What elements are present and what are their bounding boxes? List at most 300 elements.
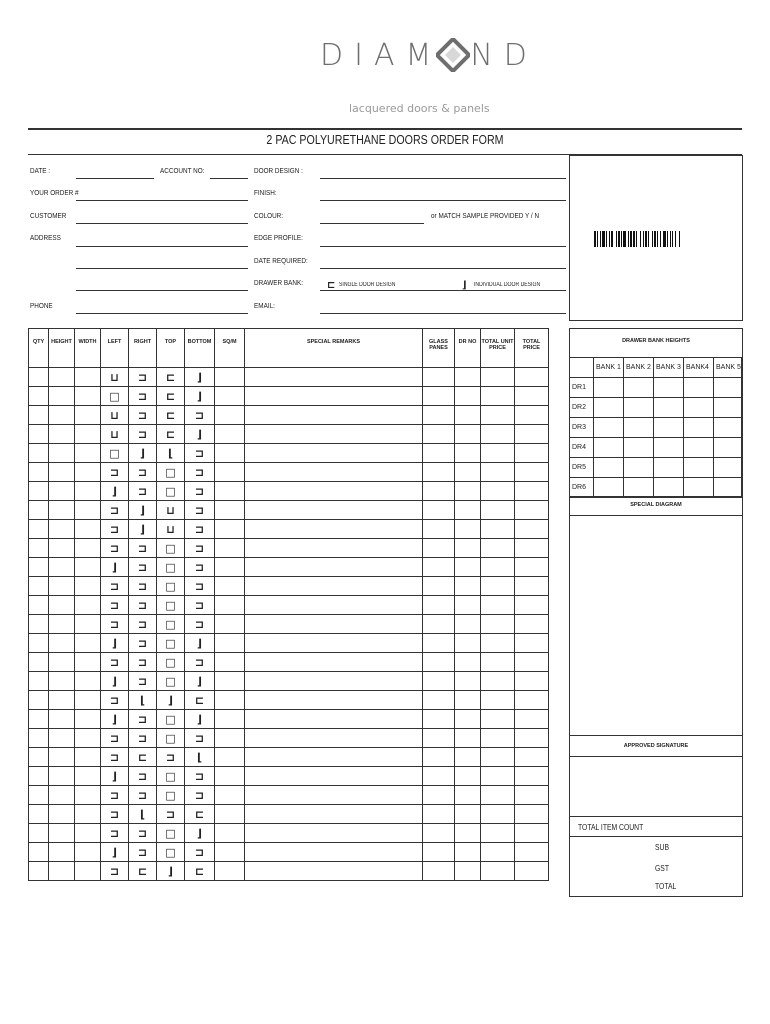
table-cell[interactable] <box>75 463 101 482</box>
edge-selector-icon[interactable]: ⌋ <box>167 864 174 878</box>
table-cell[interactable] <box>101 653 129 672</box>
table-cell[interactable] <box>49 710 75 729</box>
edge-selector-icon[interactable]: ⊐ <box>109 655 120 669</box>
table-cell[interactable] <box>423 691 455 710</box>
table-cell[interactable] <box>75 406 101 425</box>
table-cell[interactable] <box>481 653 515 672</box>
table-cell[interactable] <box>481 824 515 843</box>
bank-height-cell[interactable] <box>594 378 624 398</box>
table-cell[interactable] <box>455 482 481 501</box>
table-cell[interactable] <box>101 444 129 463</box>
table-cell[interactable] <box>29 862 49 881</box>
edge-selector-icon[interactable]: □ <box>165 579 176 593</box>
edge-selector-icon[interactable]: ⊐ <box>137 826 148 840</box>
edge-selector-icon[interactable]: ⊐ <box>194 617 205 631</box>
table-cell[interactable] <box>515 767 549 786</box>
bank-height-cell[interactable] <box>594 438 624 458</box>
table-cell[interactable] <box>455 558 481 577</box>
table-cell[interactable] <box>75 501 101 520</box>
table-cell[interactable] <box>245 558 423 577</box>
table-cell[interactable] <box>481 425 515 444</box>
table-cell[interactable] <box>215 634 245 653</box>
edge-profile-field[interactable] <box>320 246 566 247</box>
table-cell[interactable] <box>75 539 101 558</box>
edge-selector-icon[interactable]: ⊐ <box>194 845 205 859</box>
table-cell[interactable] <box>245 520 423 539</box>
table-cell[interactable] <box>101 862 129 881</box>
table-cell[interactable] <box>215 425 245 444</box>
table-cell[interactable] <box>185 634 215 653</box>
table-cell[interactable] <box>215 577 245 596</box>
table-cell[interactable] <box>455 824 481 843</box>
address-field-1[interactable] <box>76 246 248 247</box>
table-cell[interactable] <box>423 501 455 520</box>
table-cell[interactable] <box>185 387 215 406</box>
table-cell[interactable] <box>185 653 215 672</box>
table-cell[interactable] <box>185 444 215 463</box>
edge-selector-icon[interactable]: ⊏ <box>165 408 176 422</box>
edge-selector-icon[interactable]: ⊔ <box>166 522 175 536</box>
table-cell[interactable] <box>129 596 157 615</box>
table-cell[interactable] <box>423 406 455 425</box>
table-cell[interactable] <box>157 387 185 406</box>
table-cell[interactable] <box>129 387 157 406</box>
edge-selector-icon[interactable]: ⊏ <box>194 693 205 707</box>
table-cell[interactable] <box>157 634 185 653</box>
table-cell[interactable] <box>515 425 549 444</box>
table-cell[interactable] <box>185 596 215 615</box>
table-cell[interactable] <box>157 672 185 691</box>
table-cell[interactable] <box>481 387 515 406</box>
edge-selector-icon[interactable]: ⊏ <box>165 389 176 403</box>
table-cell[interactable] <box>29 520 49 539</box>
table-cell[interactable] <box>481 520 515 539</box>
table-cell[interactable] <box>515 387 549 406</box>
edge-selector-icon[interactable]: ⌊ <box>139 807 146 821</box>
table-cell[interactable] <box>481 596 515 615</box>
table-cell[interactable] <box>75 691 101 710</box>
door-design-field[interactable] <box>320 178 566 179</box>
edge-selector-icon[interactable]: ⌋ <box>196 674 203 688</box>
table-cell[interactable] <box>101 748 129 767</box>
edge-selector-icon[interactable]: ⊐ <box>137 579 148 593</box>
table-cell[interactable] <box>423 653 455 672</box>
table-cell[interactable] <box>481 444 515 463</box>
bank-height-cell[interactable] <box>714 398 742 418</box>
edge-selector-icon[interactable]: □ <box>165 674 176 688</box>
table-cell[interactable] <box>129 463 157 482</box>
table-cell[interactable] <box>215 672 245 691</box>
edge-selector-icon[interactable]: ⊐ <box>137 541 148 555</box>
approved-signature-area[interactable] <box>570 757 742 815</box>
bank-height-cell[interactable] <box>714 478 742 498</box>
edge-selector-icon[interactable]: ⌋ <box>196 712 203 726</box>
table-cell[interactable] <box>75 387 101 406</box>
table-cell[interactable] <box>515 729 549 748</box>
table-cell[interactable] <box>75 862 101 881</box>
table-cell[interactable] <box>245 539 423 558</box>
table-cell[interactable] <box>157 710 185 729</box>
table-cell[interactable] <box>129 482 157 501</box>
table-cell[interactable] <box>129 805 157 824</box>
edge-selector-icon[interactable]: ⊐ <box>194 560 205 574</box>
table-cell[interactable] <box>49 862 75 881</box>
table-cell[interactable] <box>101 501 129 520</box>
table-cell[interactable] <box>515 862 549 881</box>
table-cell[interactable] <box>481 843 515 862</box>
table-cell[interactable] <box>245 691 423 710</box>
table-cell[interactable] <box>481 767 515 786</box>
edge-selector-icon[interactable]: ⊐ <box>194 408 205 422</box>
edge-selector-icon[interactable]: □ <box>165 560 176 574</box>
edge-selector-icon[interactable]: ⊐ <box>109 750 120 764</box>
table-cell[interactable] <box>29 387 49 406</box>
table-cell[interactable] <box>455 387 481 406</box>
bank-height-cell[interactable] <box>624 378 654 398</box>
bank-height-cell[interactable] <box>654 438 684 458</box>
table-cell[interactable] <box>49 805 75 824</box>
table-cell[interactable] <box>515 691 549 710</box>
edge-selector-icon[interactable]: □ <box>165 541 176 555</box>
email-field[interactable] <box>320 313 566 314</box>
table-cell[interactable] <box>157 444 185 463</box>
table-cell[interactable] <box>455 786 481 805</box>
table-cell[interactable] <box>29 425 49 444</box>
table-cell[interactable] <box>455 672 481 691</box>
edge-selector-icon[interactable]: ⊐ <box>137 427 148 441</box>
table-cell[interactable] <box>455 805 481 824</box>
table-cell[interactable] <box>129 824 157 843</box>
edge-selector-icon[interactable]: ⊐ <box>137 598 148 612</box>
table-cell[interactable] <box>29 482 49 501</box>
table-cell[interactable] <box>129 843 157 862</box>
table-cell[interactable] <box>29 786 49 805</box>
table-cell[interactable] <box>101 691 129 710</box>
edge-selector-icon[interactable]: ⊐ <box>109 617 120 631</box>
bank-height-cell[interactable] <box>684 398 714 418</box>
table-cell[interactable] <box>75 444 101 463</box>
table-cell[interactable] <box>49 843 75 862</box>
bank-height-cell[interactable] <box>654 378 684 398</box>
table-cell[interactable] <box>423 463 455 482</box>
table-cell[interactable] <box>29 444 49 463</box>
edge-selector-icon[interactable]: ⊐ <box>194 465 205 479</box>
edge-selector-icon[interactable]: ⌋ <box>111 712 118 726</box>
edge-selector-icon[interactable]: ⌋ <box>139 503 146 517</box>
bank-height-cell[interactable] <box>624 418 654 438</box>
table-cell[interactable] <box>245 672 423 691</box>
table-cell[interactable] <box>423 634 455 653</box>
bank-height-cell[interactable] <box>624 458 654 478</box>
table-cell[interactable] <box>101 805 129 824</box>
edge-selector-icon[interactable]: ⊐ <box>109 541 120 555</box>
table-cell[interactable] <box>29 596 49 615</box>
table-cell[interactable] <box>455 748 481 767</box>
table-cell[interactable] <box>423 710 455 729</box>
edge-selector-icon[interactable]: ⊐ <box>194 655 205 669</box>
table-cell[interactable] <box>49 482 75 501</box>
table-cell[interactable] <box>75 596 101 615</box>
table-cell[interactable] <box>215 596 245 615</box>
table-cell[interactable] <box>157 558 185 577</box>
table-cell[interactable] <box>49 463 75 482</box>
table-cell[interactable] <box>215 729 245 748</box>
table-cell[interactable] <box>101 406 129 425</box>
table-cell[interactable] <box>423 843 455 862</box>
table-cell[interactable] <box>515 843 549 862</box>
table-cell[interactable] <box>129 653 157 672</box>
table-cell[interactable] <box>129 425 157 444</box>
table-cell[interactable] <box>101 634 129 653</box>
table-cell[interactable] <box>215 824 245 843</box>
table-cell[interactable] <box>75 577 101 596</box>
bank-height-cell[interactable] <box>714 438 742 458</box>
edge-selector-icon[interactable]: ⊐ <box>194 598 205 612</box>
table-cell[interactable] <box>455 634 481 653</box>
edge-selector-icon[interactable]: ⌋ <box>111 484 118 498</box>
table-cell[interactable] <box>515 653 549 672</box>
edge-selector-icon[interactable]: ⊔ <box>166 503 175 517</box>
table-cell[interactable] <box>29 501 49 520</box>
table-cell[interactable] <box>157 482 185 501</box>
table-cell[interactable] <box>423 520 455 539</box>
table-cell[interactable] <box>423 444 455 463</box>
edge-selector-icon[interactable]: ⌊ <box>167 446 174 460</box>
table-cell[interactable] <box>29 729 49 748</box>
edge-selector-icon[interactable]: ⊐ <box>194 541 205 555</box>
table-cell[interactable] <box>481 539 515 558</box>
table-cell[interactable] <box>185 615 215 634</box>
table-cell[interactable] <box>129 672 157 691</box>
table-cell[interactable] <box>185 824 215 843</box>
table-cell[interactable] <box>49 444 75 463</box>
date-required-field[interactable] <box>320 268 566 269</box>
edge-selector-icon[interactable]: □ <box>109 446 120 460</box>
edge-selector-icon[interactable]: ⊐ <box>137 845 148 859</box>
table-cell[interactable] <box>245 748 423 767</box>
edge-selector-icon[interactable]: ⊐ <box>137 769 148 783</box>
edge-selector-icon[interactable]: ⊏ <box>137 864 148 878</box>
table-cell[interactable] <box>455 615 481 634</box>
table-cell[interactable] <box>481 748 515 767</box>
table-cell[interactable] <box>75 710 101 729</box>
edge-selector-icon[interactable]: □ <box>165 617 176 631</box>
edge-selector-icon[interactable]: ⊐ <box>137 712 148 726</box>
edge-selector-icon[interactable]: ⊐ <box>194 484 205 498</box>
bank-height-cell[interactable] <box>684 478 714 498</box>
table-cell[interactable] <box>185 672 215 691</box>
table-cell[interactable] <box>423 558 455 577</box>
table-cell[interactable] <box>515 596 549 615</box>
table-cell[interactable] <box>515 501 549 520</box>
table-cell[interactable] <box>423 767 455 786</box>
edge-selector-icon[interactable]: ⊏ <box>194 807 205 821</box>
edge-selector-icon[interactable]: ⌋ <box>196 389 203 403</box>
table-cell[interactable] <box>75 729 101 748</box>
table-cell[interactable] <box>101 463 129 482</box>
customer-field[interactable] <box>76 223 248 224</box>
edge-selector-icon[interactable]: □ <box>165 636 176 650</box>
single-door-checkbox[interactable]: ⊏ <box>327 280 336 291</box>
table-cell[interactable] <box>215 805 245 824</box>
edge-selector-icon[interactable]: ⊏ <box>165 370 176 384</box>
table-cell[interactable] <box>515 444 549 463</box>
table-cell[interactable] <box>49 558 75 577</box>
bank-height-cell[interactable] <box>684 438 714 458</box>
table-cell[interactable] <box>423 577 455 596</box>
table-cell[interactable] <box>245 482 423 501</box>
table-cell[interactable] <box>101 843 129 862</box>
table-cell[interactable] <box>515 672 549 691</box>
table-cell[interactable] <box>157 691 185 710</box>
table-cell[interactable] <box>29 748 49 767</box>
edge-selector-icon[interactable]: ⌋ <box>196 370 203 384</box>
table-cell[interactable] <box>215 368 245 387</box>
table-cell[interactable] <box>49 729 75 748</box>
table-cell[interactable] <box>481 691 515 710</box>
table-cell[interactable] <box>245 786 423 805</box>
table-cell[interactable] <box>101 729 129 748</box>
table-cell[interactable] <box>129 577 157 596</box>
table-cell[interactable] <box>455 653 481 672</box>
table-cell[interactable] <box>245 463 423 482</box>
table-cell[interactable] <box>101 767 129 786</box>
table-cell[interactable] <box>75 558 101 577</box>
table-cell[interactable] <box>75 425 101 444</box>
edge-selector-icon[interactable]: ⌋ <box>139 522 146 536</box>
table-cell[interactable] <box>29 368 49 387</box>
table-cell[interactable] <box>49 748 75 767</box>
edge-selector-icon[interactable]: ⊏ <box>194 864 205 878</box>
bank-height-cell[interactable] <box>714 418 742 438</box>
table-cell[interactable] <box>129 691 157 710</box>
table-cell[interactable] <box>455 843 481 862</box>
table-cell[interactable] <box>101 824 129 843</box>
table-cell[interactable] <box>245 596 423 615</box>
table-cell[interactable] <box>185 786 215 805</box>
edge-selector-icon[interactable]: ⊐ <box>137 731 148 745</box>
address-field-2[interactable] <box>76 268 248 269</box>
table-cell[interactable] <box>515 368 549 387</box>
table-cell[interactable] <box>245 653 423 672</box>
table-cell[interactable] <box>101 577 129 596</box>
table-cell[interactable] <box>157 596 185 615</box>
table-cell[interactable] <box>75 672 101 691</box>
edge-selector-icon[interactable]: □ <box>165 484 176 498</box>
table-cell[interactable] <box>215 691 245 710</box>
table-cell[interactable] <box>157 425 185 444</box>
table-cell[interactable] <box>481 672 515 691</box>
table-cell[interactable] <box>157 729 185 748</box>
edge-selector-icon[interactable]: ⊐ <box>194 503 205 517</box>
table-cell[interactable] <box>101 368 129 387</box>
table-cell[interactable] <box>423 615 455 634</box>
table-cell[interactable] <box>129 710 157 729</box>
table-cell[interactable] <box>157 824 185 843</box>
phone-field[interactable] <box>76 313 248 314</box>
table-cell[interactable] <box>515 786 549 805</box>
table-cell[interactable] <box>49 634 75 653</box>
edge-selector-icon[interactable]: □ <box>109 389 120 403</box>
table-cell[interactable] <box>515 463 549 482</box>
table-cell[interactable] <box>215 786 245 805</box>
table-cell[interactable] <box>215 444 245 463</box>
table-cell[interactable] <box>49 615 75 634</box>
edge-selector-icon[interactable]: ⊐ <box>194 788 205 802</box>
colour-field[interactable] <box>320 223 424 224</box>
edge-selector-icon[interactable]: ⌋ <box>167 693 174 707</box>
table-cell[interactable] <box>185 767 215 786</box>
table-cell[interactable] <box>245 406 423 425</box>
table-cell[interactable] <box>29 558 49 577</box>
table-cell[interactable] <box>29 843 49 862</box>
table-cell[interactable] <box>245 425 423 444</box>
edge-selector-icon[interactable]: ⊐ <box>137 408 148 422</box>
table-cell[interactable] <box>185 558 215 577</box>
table-cell[interactable] <box>245 710 423 729</box>
table-cell[interactable] <box>245 387 423 406</box>
table-cell[interactable] <box>129 501 157 520</box>
table-cell[interactable] <box>515 558 549 577</box>
table-cell[interactable] <box>129 729 157 748</box>
table-cell[interactable] <box>29 824 49 843</box>
table-cell[interactable] <box>455 539 481 558</box>
edge-selector-icon[interactable]: ⊐ <box>194 731 205 745</box>
table-cell[interactable] <box>75 482 101 501</box>
table-cell[interactable] <box>245 862 423 881</box>
edge-selector-icon[interactable]: ⌋ <box>139 446 146 460</box>
table-cell[interactable] <box>75 615 101 634</box>
table-cell[interactable] <box>49 672 75 691</box>
table-cell[interactable] <box>157 748 185 767</box>
table-cell[interactable] <box>423 805 455 824</box>
table-cell[interactable] <box>215 653 245 672</box>
table-cell[interactable] <box>423 748 455 767</box>
table-cell[interactable] <box>215 501 245 520</box>
table-cell[interactable] <box>129 615 157 634</box>
edge-selector-icon[interactable]: ⊐ <box>109 598 120 612</box>
edge-selector-icon[interactable]: ⌊ <box>139 693 146 707</box>
table-cell[interactable] <box>215 482 245 501</box>
table-cell[interactable] <box>75 767 101 786</box>
table-cell[interactable] <box>101 558 129 577</box>
table-cell[interactable] <box>157 653 185 672</box>
individual-door-checkbox[interactable]: ⌋ <box>462 280 467 291</box>
table-cell[interactable] <box>455 501 481 520</box>
edge-selector-icon[interactable]: ⊐ <box>165 807 176 821</box>
edge-selector-icon[interactable]: □ <box>165 465 176 479</box>
table-cell[interactable] <box>101 615 129 634</box>
table-cell[interactable] <box>481 406 515 425</box>
edge-selector-icon[interactable]: ⊔ <box>110 408 119 422</box>
table-cell[interactable] <box>215 520 245 539</box>
table-cell[interactable] <box>75 520 101 539</box>
table-cell[interactable] <box>185 691 215 710</box>
edge-selector-icon[interactable]: ⊐ <box>109 864 120 878</box>
table-cell[interactable] <box>129 748 157 767</box>
table-cell[interactable] <box>515 748 549 767</box>
edge-selector-icon[interactable]: □ <box>165 655 176 669</box>
table-cell[interactable] <box>49 824 75 843</box>
table-cell[interactable] <box>185 425 215 444</box>
edge-selector-icon[interactable]: ⊐ <box>137 674 148 688</box>
table-cell[interactable] <box>185 520 215 539</box>
edge-selector-icon[interactable]: ⊐ <box>137 617 148 631</box>
table-cell[interactable] <box>75 368 101 387</box>
table-cell[interactable] <box>481 501 515 520</box>
table-cell[interactable] <box>129 634 157 653</box>
table-cell[interactable] <box>157 786 185 805</box>
